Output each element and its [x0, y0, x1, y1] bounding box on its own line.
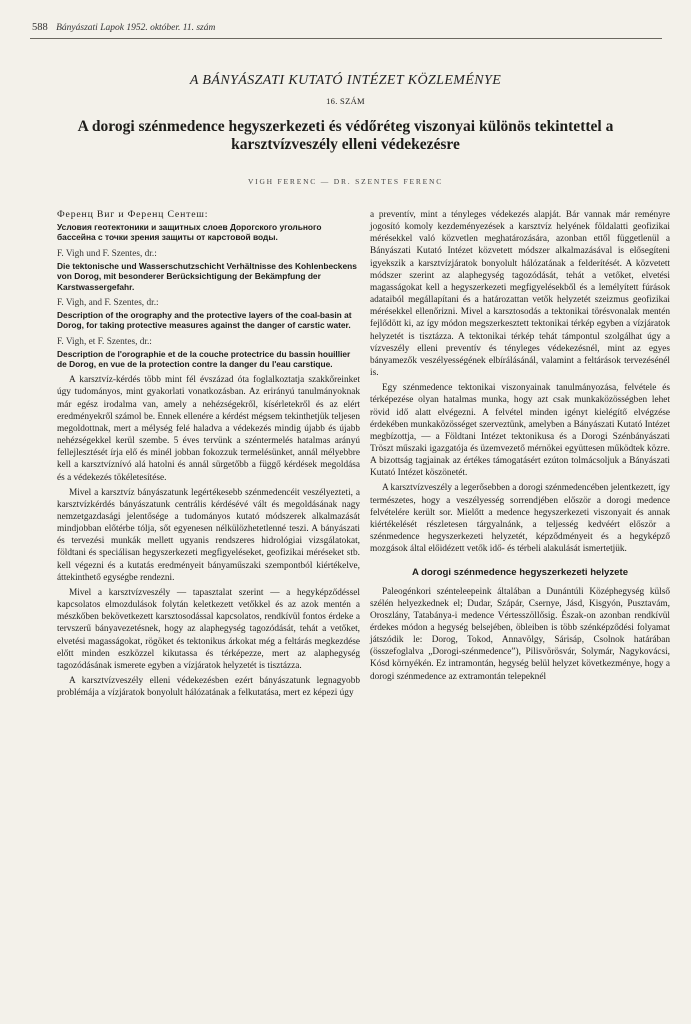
abstract-ru-authors: Ференц Виг и Ференц Сентеш: — [57, 209, 209, 220]
body-paragraph: Mivel a karsztvíz bányászatunk legértékesebb szénmedencéit veszélyezteti, a karsztvízkérdés bányászatunk centrális kérdésévé vált és megoldásának nagy nemzetgazdasági jelentősége a tudományos kutató módszerek alkalmazását mindjobban előtérbe tólja, sőt egyenesen nélkülözhetetlenné teszi. A bányászati és tervezési munkák mellett ugyanis rendszeres hidrológiai vizsgálatokat, földtani és speciálisan hegyszerkezeti megfigyeléseket, geofizikai méréseket stb. kell végezni és a kutatás eredményeit bányaműszaki szempontból kiértékelve, áttekinthető egységbe rendezni. — [57, 487, 360, 583]
running-header — [32, 22, 215, 33]
right-column — [370, 209, 670, 686]
left-column — [57, 209, 360, 702]
body-paragraph: Paleogénkori szénteleepeink általában a Dunántúli Középhegység külső szélén helyezkednek el; Dudar, Szápár, Csernye, Jásd, Kisgyón, Pusztavám, Oroszlány, Tatabánya-i medence Vértesszöllősig. Észak-on azonban rendkívül érdekes módon a hegység belsejében, öbleiben is több szénképződési folyamat játszódik le: Dorog, Tokod, Annavölgy, Sárisáp, Csolnok határában (összefoglalva „Dorogi-szénmedence”), Pilisvörösvár, Solymár, Nagykovácsi, Kósd környékén. Ez intramontán, hegység belül helyzet következménye, hogy a dorogi szénmedence az extramontán telepeknél — [370, 586, 670, 682]
body-paragraph: Egy szénmedence tektonikai viszonyainak tanulmányozása, felvétele és térképezése olyan hatalmas munka, hogy azt csak munkaközösségben lehet rövid idő alatt elvégezni. A felvétel minden igényt kielégítő elvégzése érdekében munkaközösséget szerveztünk, amelyben a Bányászati Kutató Intézet megbízottja, — a Földtani Intézet tektonikusa és a Dorogi Szénbányászati Tröszt műszaki igazgatója és üzemvezető mérnökei együttesen működtek közre. A bizottság tagjainak az értékes támogatásért ezúton tolmácsoljuk a Bányászati Kutató Intézet köszönetét. — [370, 383, 670, 479]
section-heading: A dorogi szénmedence hegyszerkezeti helyzete — [411, 567, 629, 579]
abstract-en-text: Description of the orography and the protective layers of the coal-basin at Dorog, for taking protective measures against the danger of carstic water. — [57, 309, 352, 331]
abstract-de-text: Die tektonische und Wasserschutzschicht Verhältnisse des Kohlenbeckens von Dorog, mit besonderer Berücksichtigung der Bekämpfung der Karstwassergefahr. — [57, 260, 357, 292]
page-number: 588 — [32, 22, 48, 33]
abstract-fr-authors: F. Vigh, et F. Szentes, dr.: — [57, 336, 152, 347]
issue-number: 16. SZÁM — [326, 96, 365, 106]
body-paragraph: A karsztvíz-kérdés több mint fél évszázad óta foglalkoztatja szakkőreinket úgy tudományos, mint gyakorlati vonatkozásban. Az erirányú tanulmányoknak már egész irodalma van, amely a nehézségekről, kísérletekről és az elért eredményekről számol be. Ennek ellenére a kérdést mégsem tekinthetjük teljesen megoldottnak, mert a mélység felé haladva a védekezés mindig újabb és újabb nehézségekkel kerül szembe. 5 éves tervünk a széntermelés hatalmas arányú fellejlesztését írja elő és minél jobban fokozzuk termelésünket, annál mélyebbre kell a karsztvíznívó alá hatolni és annál sürgetőbb a függő kérdések megoldása és a védekezés tökéletesítése. — [57, 375, 360, 483]
authors-line: VIGH FERENC — DR. SZENTES FERENC — [247, 177, 444, 186]
institute-title: A BÁNYÁSZATI KUTATÓ INTÉZET KÖZLEMÉNYE — [189, 73, 502, 88]
abstract-de-authors: F. Vigh und F. Szentes, dr.: — [57, 248, 157, 259]
running-head-title: Bányászati Lapok 1952. október. 11. szám — [56, 23, 216, 33]
abstract-ru-text: Условия геотектоники и защитных слоев Дорогского угольного бассейна с точки зрения защиты от карстовой воды. — [57, 222, 322, 243]
article-title: A dorogi szénmedence hegyszerkezeti és védőréteg viszonyai különös tekintettel a karsztvízveszély elleni védekezésre — [77, 118, 614, 153]
header-rule — [30, 38, 662, 39]
abstract-en-authors: F. Vigh, and F. Szentes, dr.: — [57, 297, 159, 308]
body-paragraph: A karsztvízveszély a legerősebben a dorogi szénmedencében jelentkezett, így természetes, hogy a veszélyesség sorrendjében először a dorogi medence felvételére került sor. Mielőtt a medence hegyszerkezeti viszonyait és annak kiértékelését részletesen tárgyalnánk, a teljesség kedvéért először a szénmedence hegyszerkezeti helyzetét, képződményeit és a hegyképző mozgások által előidézett vetők idő- és térbeli alakulását ismertetjük. — [370, 483, 670, 555]
body-paragraph: Mivel a karsztvízveszély — tapasztalat szerint — a hegyképződéssel kapcsolatos elmozdulások folytán keletkezett vetőkkel és az azok mentén a mészkőben bekövetkezett karsztosodással kapcsolatos, rendkívül fontos érdeke a tervszerű bányavezetésnek, hogy az alaphegység tagozódását, tehát a vetőket, elvetési magasságokat, rögöket és tektonikus árkokat még a feltárás megkezdése előtt minden eszközzel kikutassa és térképezze, mert az alaphegység tagozódásának ismerete egyben a vízjáratok helyzetét is tisztázza. — [57, 587, 360, 671]
body-paragraph: A karsztvízveszély elleni védekezésben ezért bányászatunk legnagyobb problémája a vízjáratok bonyolult hálózatának a felkutatása, mert ez képezi úgy — [57, 676, 360, 699]
abstract-fr-text: Description de l'orographie et de la couche protectrice du bassin houillier de Dorog, en vue de la protection contre la danger du l'eau carstique. — [57, 348, 351, 369]
body-paragraph: a preventív, mint a tényleges védekezés alapját. Bár vannak már reményre jogosító komoly kezdeményezések a karsztvíz helyének földalatti geofizikai mérésekkel való közvetlen meghatározására, azonban ettől függetlenül a Bányászati Kutató Intézet közvetett módszer alkalmazásával is elősegíteni igyekszik a karsztvízjáratok bonyolult hálózatának a felderítését. A közvetett módszer szerint az alaphegység tagozódását, tehát a vetőket, elvetési magasságokat kell a hegyszerkezeti megfigyelésekből és a lemélyített fúrások adataiból megállapítani és a határozattan vetők helyzetét szeizmus geofizikai mérésekkel ellenőrizni. Mivel a karsztosodás a tektonikai törésvonalak mentén fejlődött ki, az így módon megszerkesztett tektonikai térkép egyben a vízjáratok helyzetét is tisztázza. A tektonikai térkép tehát támpontul szolgálhat úgy a vízveszély elleni preventív és tényleges védekezésnél, mint az egyes bányamezők veszélyességének elbírálásánál, valamint a feltárások tervezésénél is. — [370, 210, 670, 379]
